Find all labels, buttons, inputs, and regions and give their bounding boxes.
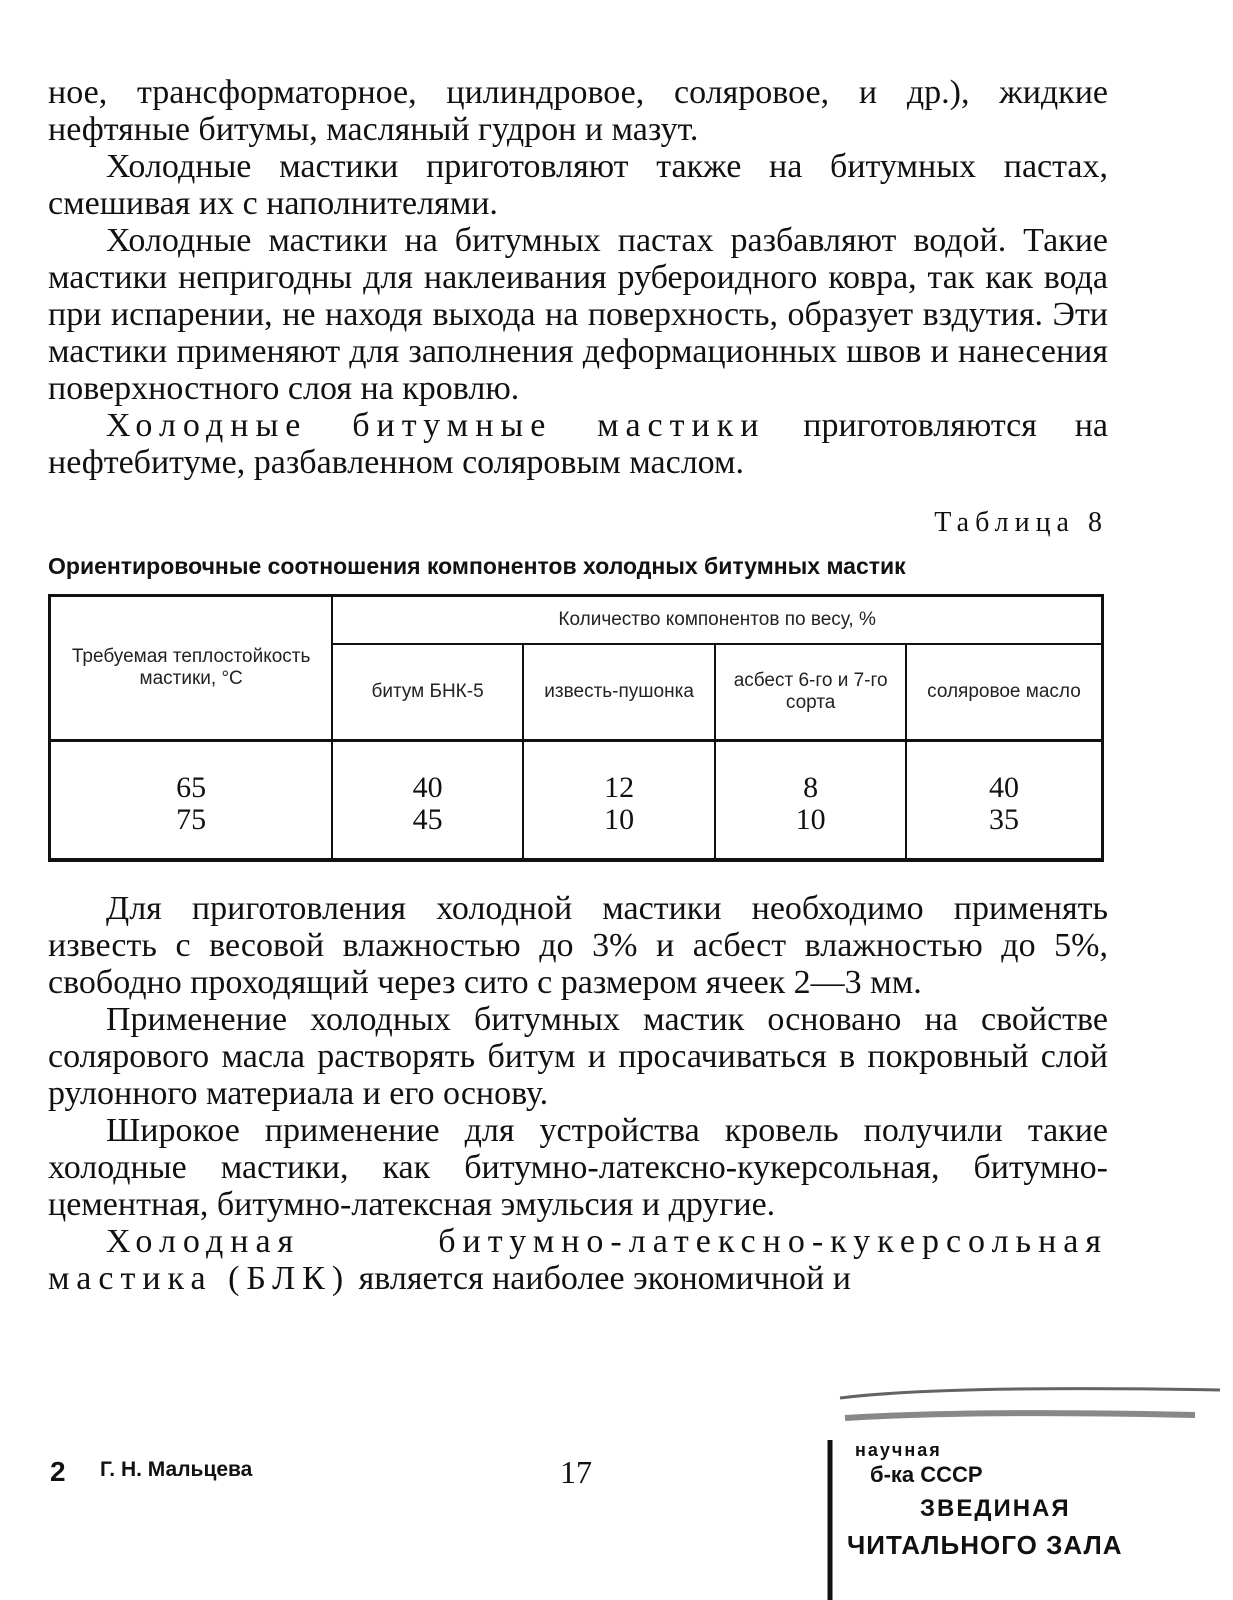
page-number: 17 xyxy=(560,1454,592,1490)
cell-value: 40 xyxy=(412,771,443,804)
stamp-line: б-ка СССР xyxy=(870,1462,983,1487)
paragraph: ное, трансформаторное, цилиндровое, соляровое, и др.), жидкие нефтяные битумы, масляный гудрон и мазут. xyxy=(48,74,1108,148)
page-footer xyxy=(50,1456,750,1496)
stamp-line: ЧИТАЛЬНОГО ЗАЛА xyxy=(847,1530,1123,1560)
cell-value: 40 xyxy=(988,771,1019,804)
cell-value: 10 xyxy=(795,803,826,836)
cell-value: 12 xyxy=(604,771,635,804)
cell-value: 45 xyxy=(412,803,443,836)
paragraph-spaced xyxy=(48,407,1108,481)
column-header: асбест 6-го и 7-го сорта xyxy=(715,644,906,741)
column-header: соляровое масло xyxy=(906,644,1103,741)
table-row xyxy=(50,741,1103,861)
column-header: битум БНК-5 xyxy=(332,644,523,741)
paragraph: Холодные мастики приготовляют также на битумных пастах, смешивая их с наполнителями. xyxy=(48,148,1108,222)
row-header: Требуемая теплостойкость мастики, °C xyxy=(71,646,311,689)
paragraph: Для приготовления холодной мастики необходимо применять известь с весовой влажностью до 3% и асбест влажностью до 5%, свободно проходящий через сито с размером ячеек 2—3 мм. xyxy=(48,890,1108,1001)
cell-value: 65 xyxy=(176,771,207,804)
spaced-emphasis: Холодная битумно-латексно-кукерсольная мастика (БЛК) xyxy=(48,1223,1108,1297)
paragraph: Холодные мастики на битумных пастах разбавляют водой. Такие мастики непригодны для наклеивания рубероидного ковра, так как вода при испарении, не находя выхода на поверхность, образует вздутия. Эти мастики применяют для заполнения деформационных швов и нанесения поверхностного слоя на кровлю. xyxy=(48,222,1108,407)
paragraph-rest: является наиболее экономичной и xyxy=(350,1260,851,1297)
library-stamp xyxy=(825,1380,1225,1600)
table-cell xyxy=(523,741,716,861)
table-label: Таблица 8 xyxy=(934,507,1108,538)
paragraph-rest: приготовляются на нефтебитуме, разбавленном соляровым маслом. xyxy=(48,407,1108,481)
cell-value: 75 xyxy=(176,803,207,836)
column-header: известь-пушонка xyxy=(523,644,716,741)
table-cell xyxy=(906,741,1103,861)
cell-value: 8 xyxy=(803,771,819,804)
stamp-line: научная xyxy=(855,1440,942,1460)
table-cell xyxy=(332,741,523,861)
author-name: Г. Н. Мальцева xyxy=(100,1458,253,1481)
paragraph-spaced xyxy=(48,1223,1108,1297)
stamp-border xyxy=(825,1380,1225,1600)
row-header-cell xyxy=(50,596,333,741)
paragraph: Применение холодных битумных мастик основано на свойстве солярового масла растворять битум и просачиваться в покровный слой рулонного материала и его основу. xyxy=(48,1001,1108,1112)
table-cell xyxy=(715,741,906,861)
spaced-emphasis: Холодные битумные мастики xyxy=(106,407,766,444)
signature-number: 2 xyxy=(50,1456,66,1487)
cell-value: 35 xyxy=(988,803,1019,836)
table-title: Ориентировочные соотношения компонентов холодных битумных мастик xyxy=(48,553,906,579)
components-table xyxy=(48,594,1104,862)
page-body xyxy=(48,74,1108,1297)
group-header: Количество компонентов по весу, % xyxy=(332,596,1102,645)
table-cell xyxy=(50,741,333,861)
stamp-line: ЗВЕДИНАЯ xyxy=(920,1495,1071,1522)
paragraph: Широкое применение для устройства кровель получили такие холодные мастики, как битумно-латексно-кукерсольная, битумно-цементная, битумно-латексная эмульсия и другие. xyxy=(48,1112,1108,1223)
cell-value: 10 xyxy=(604,803,635,836)
